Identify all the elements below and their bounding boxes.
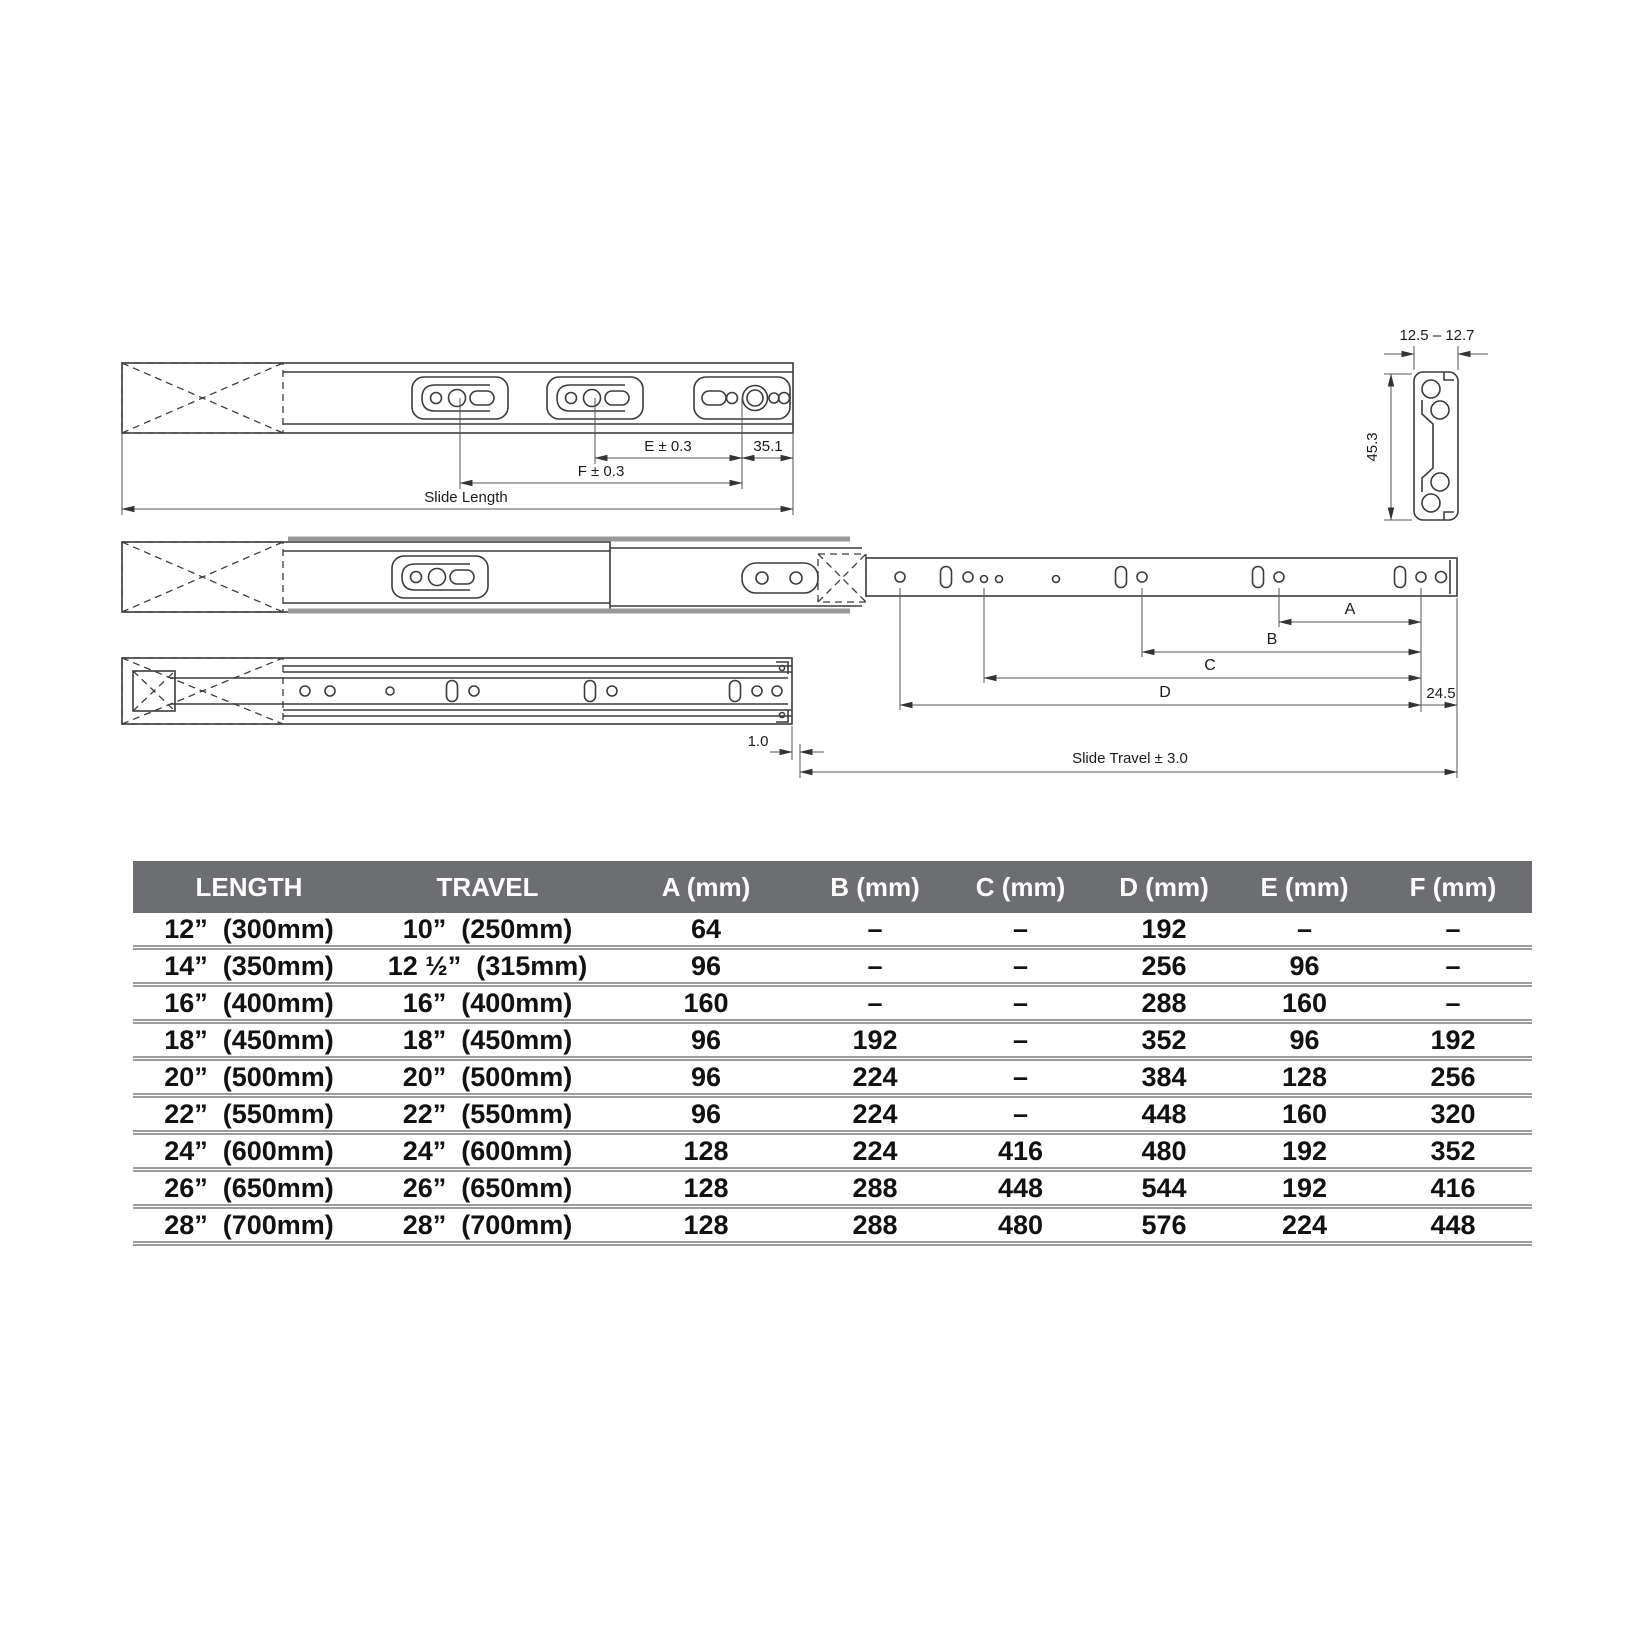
table-cell: 192 [802,1022,948,1059]
table-cell: 20” (500mm) [365,1059,610,1096]
spec-table-header-row [133,861,1532,913]
end-offset-dimension [742,438,793,458]
table-cell: 128 [610,1170,802,1207]
table-cell: 24” (600mm) [365,1133,610,1170]
d-dimension [900,684,1421,705]
table-cell: 16” (400mm) [365,985,610,1022]
table-cell: 256 [1374,1059,1532,1096]
table-cell: – [948,1059,1093,1096]
table-cell: 96 [1235,1022,1374,1059]
slide-travel-dimension [800,750,1457,772]
table-cell: 288 [1093,985,1235,1022]
column-header-d: D (mm) [1093,861,1235,913]
table-cell: 22” (550mm) [365,1096,610,1133]
f-dimension-label: F ± 0.3 [577,463,625,480]
table-cell: – [1235,913,1374,948]
table-cell: 448 [1374,1207,1532,1244]
table-cell: 64 [610,913,802,948]
table-cell: 160 [1235,1096,1374,1133]
table-row [133,1059,1532,1096]
table-cell: 128 [610,1207,802,1244]
table-cell: 26” (650mm) [133,1170,365,1207]
table-cell: 192 [1235,1170,1374,1207]
c-dimension [984,657,1421,678]
table-cell: 352 [1093,1022,1235,1059]
table-row [133,985,1532,1022]
table-cell: 96 [610,1096,802,1133]
table-cell: 352 [1374,1133,1532,1170]
release-lever [742,563,818,593]
table-cell: 256 [1093,948,1235,985]
d-dimension-label: D [1159,684,1171,701]
table-cell: 224 [802,1133,948,1170]
table-cell: 16” (400mm) [133,985,365,1022]
table-cell: 288 [802,1207,948,1244]
table-cell: 160 [610,985,802,1022]
spec-table [133,861,1532,1246]
table-cell: 448 [1093,1096,1235,1133]
column-header-f: F (mm) [1374,861,1532,913]
c-dimension-label: C [1204,657,1216,674]
table-cell: – [1374,948,1532,985]
spec-table-body [133,913,1532,1244]
table-row [133,1133,1532,1170]
table-cell: 448 [948,1170,1093,1207]
table-cell: 18” (450mm) [365,1022,610,1059]
table-cell: 18” (450mm) [133,1022,365,1059]
table-cell: 20” (500mm) [133,1059,365,1096]
table-row [133,948,1532,985]
table-cell: 320 [1374,1096,1532,1133]
table-cell: 96 [610,948,802,985]
table-cell: – [948,1096,1093,1133]
f-dimension [460,463,742,483]
table-cell: 576 [1093,1207,1235,1244]
closed-slide-bottom-view [122,658,824,778]
table-row [133,1207,1532,1244]
column-header-a: A (mm) [610,861,802,913]
table-cell: 14” (350mm) [133,948,365,985]
gap-dimension-label: 1.0 [747,733,769,750]
table-cell: – [948,948,1093,985]
ball-bearing [1431,401,1449,419]
table-cell: 12 ½” (315mm) [365,948,610,985]
gap-dimension [748,726,824,778]
table-row [133,913,1532,948]
table-cell: 224 [802,1059,948,1096]
table-cell: 28” (700mm) [365,1207,610,1244]
table-cell: – [948,913,1093,948]
table-cell: 416 [1374,1170,1532,1207]
table-cell: 480 [1093,1133,1235,1170]
table-cell: 22” (550mm) [133,1096,365,1133]
table-cell: 28” (700mm) [133,1207,365,1244]
table-cell: 96 [1235,948,1374,985]
table-cell: 288 [802,1170,948,1207]
rear-offset-dimension [1421,685,1457,705]
table-cell: – [802,985,948,1022]
table-cell: 544 [1093,1170,1235,1207]
table-cell: 192 [1093,913,1235,948]
table-cell: 192 [1374,1022,1532,1059]
table-row [133,1022,1532,1059]
table-cell: 480 [948,1207,1093,1244]
a-dimension-label: A [1344,601,1356,618]
table-cell: 128 [1235,1059,1374,1096]
column-header-c: C (mm) [948,861,1093,913]
table-cell: 12” (300mm) [133,913,365,948]
slide-travel-label: Slide Travel ± 3.0 [1072,750,1188,767]
ball-bearing [1422,494,1440,512]
closed-slide-side-view [122,363,793,515]
table-cell: 24” (600mm) [133,1133,365,1170]
table-cell: – [948,985,1093,1022]
table-cell: – [948,1022,1093,1059]
drawer-member [866,558,1457,596]
ball-bearing [1431,473,1449,491]
table-cell: – [1374,913,1532,948]
column-header-b: B (mm) [802,861,948,913]
column-header-length: LENGTH [133,861,365,913]
table-cell: 96 [610,1022,802,1059]
slide-length-label: Slide Length [424,489,508,506]
b-dimension [1142,631,1421,652]
e-dimension [595,438,742,458]
hidden-junction-section [818,554,866,602]
rear-offset-label: 24.5 [1426,685,1456,702]
b-dimension-label: B [1266,631,1278,648]
table-cell: 384 [1093,1059,1235,1096]
cross-section-view [1364,327,1488,520]
spec-table-container [133,861,1532,1246]
table-cell: 160 [1235,985,1374,1022]
table-row [133,1170,1532,1207]
table-cell: 26” (650mm) [365,1170,610,1207]
table-cell: 128 [610,1133,802,1170]
column-header-travel: TRAVEL [365,861,610,913]
table-cell: – [802,948,948,985]
column-header-e: E (mm) [1235,861,1374,913]
table-cell: 96 [610,1059,802,1096]
cross-section-height-label: 45.3 [1364,432,1381,462]
e-dimension-label: E ± 0.3 [644,438,692,455]
table-cell: 192 [1235,1133,1374,1170]
table-row [133,1096,1532,1133]
table-cell: 10” (250mm) [365,913,610,948]
table-cell: 224 [1235,1207,1374,1244]
table-cell: – [1374,985,1532,1022]
cross-section-width-label: 12.5 – 12.7 [1399,327,1475,344]
a-dimension [1279,601,1421,622]
slide-profile [1414,372,1458,520]
table-cell: 224 [802,1096,948,1133]
table-cell: 416 [948,1133,1093,1170]
slide-length-dimension [122,489,793,509]
table-cell: – [802,913,948,948]
ball-bearing [1422,380,1440,398]
end-offset-label: 35.1 [753,438,783,455]
